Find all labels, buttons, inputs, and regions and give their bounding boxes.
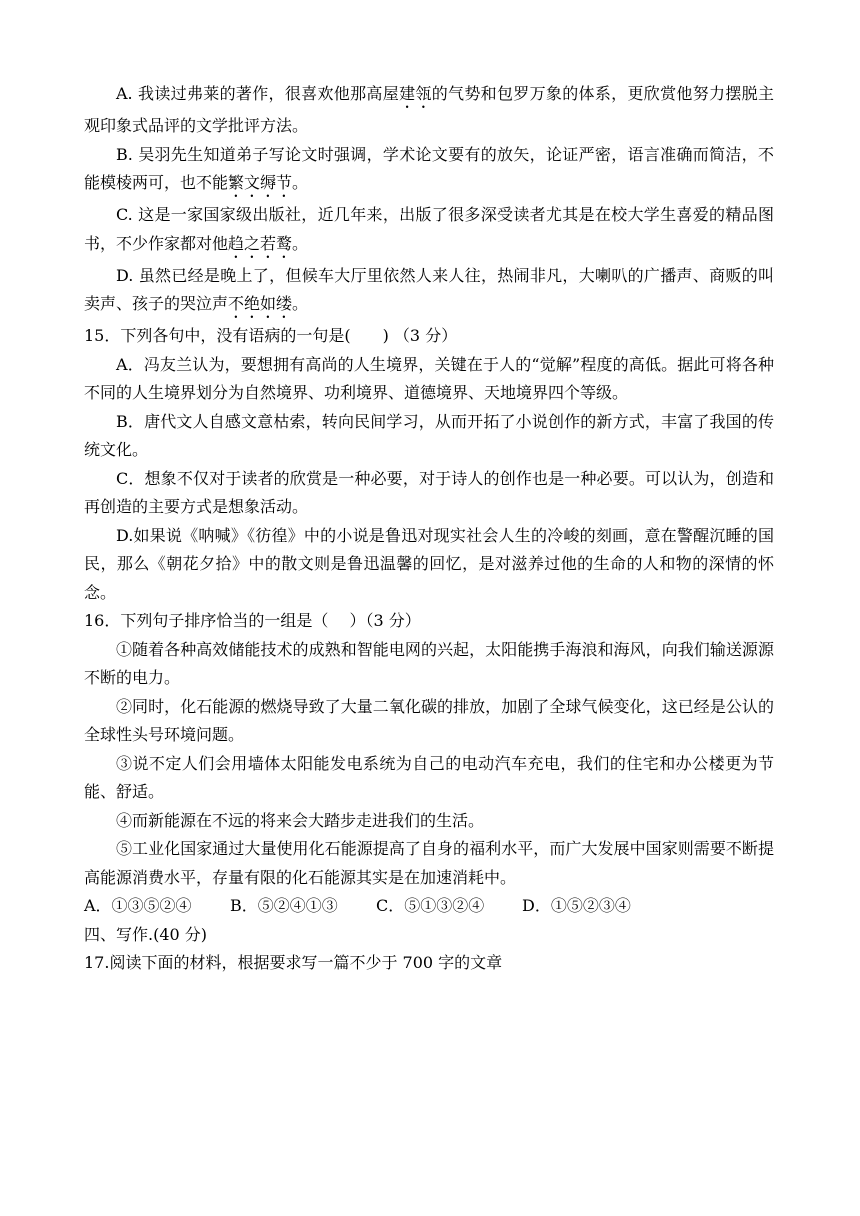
q14-option-c-text: C. 这是一家国家级出版社，近几年来，出版了很多深受读者尤其是在校大学生喜爱的精品图书，不少作家都对他 [84,205,774,253]
q14-option-c-idiom: 趋之若鹜 [228,233,293,253]
q14-option-b-rest: 。 [292,173,309,192]
q16-choice-d: D．①⑤②③④ [522,896,631,915]
q14-option-d-idiom: 不绝如缕 [228,294,293,313]
q14-option-a-text: A. 我读过弗莱的著作，很喜欢他那高屋 [116,84,400,103]
q16-sentence-2: ②同时，化石能源的燃烧导致了大量二氧化碳的排放，加剧了全球气候变化，这已经是公认的全球性头号环境问题。 [84,696,774,744]
q14-option-d-text: D. 虽然已经是晚上了，但候车大厅里依然人来人往，热闹非凡，大喇叭的广播声、商贩的叫卖声、孩子的哭泣声 [84,265,774,313]
q16-sentence-5: ⑤工业化国家通过大量使用化石能源提高了自身的福利水平，而广大发展中国家则需要不断提高能源消费水平，存量有限的化石能源其实是在加速消耗中。 [84,839,774,887]
exam-content [84,80,774,978]
q15-option-c: C．想象不仅对于读者的欣赏是一种必要，对于诗人的创作也是一种必要。可以认为，创造和再创造的主要方式是想象活动。 [84,468,774,516]
q16-choice-b: B．⑤②④①③ [230,896,338,915]
q16-choice-a: A．①③⑤②④ [84,896,192,915]
q16-sentence-3: ③说不定人们会用墙体太阳能发电系统为自己的电动汽车充电，我们的住宅和办公楼更为节能、舒适。 [84,753,774,801]
q16-sentence-1: ①随着各种高效储能技术的成熟和智能电网的兴起，太阳能携手海浪和海风，向我们输送源源不断的电力。 [84,639,774,687]
q14-option-b [84,141,774,202]
section-heading-writing: 四、写作.(40 分) [84,924,208,944]
q14-option-d [84,262,774,323]
q16-stem: 16．下列句子排序恰当的一组是（ ）（3 分） [84,611,421,630]
q16-choice-c: C．⑤①③②④ [376,896,485,915]
q14-option-b-text: B. 吴羽先生知道弟子写论文时强调，学术论文要有的放矢，论证严密，语言准确而简洁，不能模棱两可，也不能 [84,144,774,192]
q15-stem: 15．下列各句中，没有语病的一句是( ) （3 分） [84,326,458,345]
q17-prompt: 17.阅读下面的材料，根据要求写一篇不少于 700 字的文章 [84,953,503,972]
q15-option-b: B．唐代文人自感文意枯索，转向民间学习，从而开拓了小说创作的新方式，丰富了我国的传统文化。 [84,411,774,459]
q15-option-d: D.如果说《呐喊》《彷徨》中的小说是鲁迅对现实社会人生的冷峻的刻画，意在警醒沉睡的国民，那么《朝花夕拾》中的散文则是鲁迅温馨的回忆，是对滋养过他的生命的人和物的深情的怀念。 [84,525,774,602]
q14-option-a-rest: 的气势和包罗万象的体系，更欣赏他努力摆脱主观印象式品评的文学批评方法。 [84,84,774,135]
q16-sentence-4: ④而新能源在不远的将来会大踏步走进我们的生活。 [116,810,485,830]
q14-option-c-rest: 。 [292,233,309,253]
q15-option-a: A．冯友兰认为，要想拥有高尚的人生境界，关键在于人的“觉解”程度的高低。据此可将各种不同的人生境界划分为自然境界、功利境界、道德境界、天地境界四个等级。 [84,354,774,402]
q14-option-d-rest: 。 [292,294,309,313]
q14-option-a-idiom: 建瓴 [399,84,432,103]
q16-choices [84,892,774,921]
q14-option-c [84,201,774,262]
q14-option-a [84,80,774,141]
q14-option-b-idiom: 繁文缛节 [228,173,293,192]
